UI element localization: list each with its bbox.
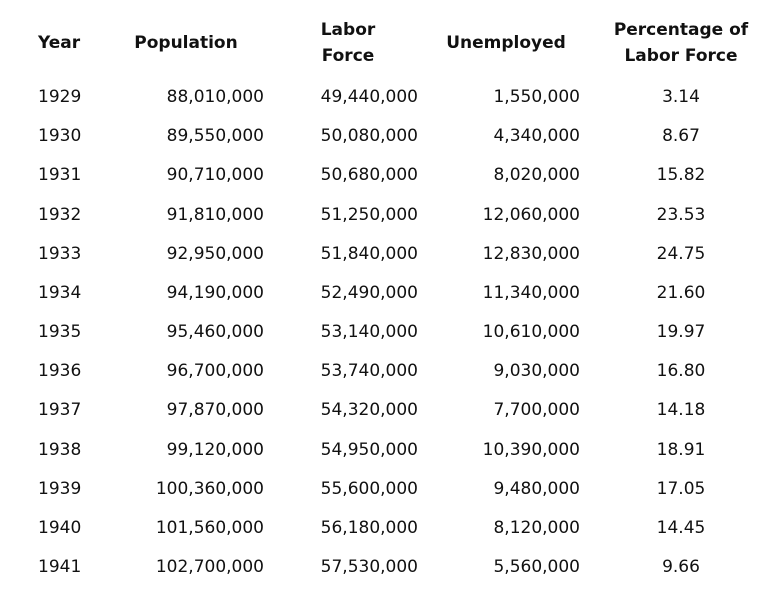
- cell-unemployed: 9,480,000: [493, 478, 580, 499]
- cell-population: 96,700,000: [166, 361, 264, 382]
- header-labor-force: [300, 17, 396, 69]
- cell-unemployed: 8,120,000: [493, 517, 580, 538]
- cell-population: 91,810,000: [166, 204, 264, 225]
- cell-unemployed: 4,340,000: [493, 126, 580, 147]
- header-population: [128, 30, 244, 56]
- header-percentage-line-2: Labor Force: [624, 46, 738, 66]
- cell-labor-force: 53,740,000: [320, 361, 418, 382]
- cell-population: 101,560,000: [155, 517, 264, 538]
- cell-year: 1941: [38, 557, 82, 578]
- cell-year: 1940: [38, 517, 82, 538]
- header-labor-force-line-2: Force: [321, 46, 375, 66]
- cell-population: 94,190,000: [166, 282, 264, 303]
- cell-year: 1938: [38, 439, 82, 460]
- cell-labor-force: 51,250,000: [320, 204, 418, 225]
- cell-population: 95,460,000: [166, 322, 264, 343]
- cell-percentage: 8.67: [662, 126, 700, 147]
- cell-unemployed: 7,700,000: [493, 400, 580, 421]
- cell-population: 99,120,000: [166, 439, 264, 460]
- cell-labor-force: 57,530,000: [320, 557, 418, 578]
- cell-unemployed: 9,030,000: [493, 361, 580, 382]
- cell-unemployed: 12,830,000: [482, 243, 580, 264]
- header-year: [38, 30, 98, 56]
- header-unemployed-line: Unemployed: [446, 33, 566, 53]
- cell-population: 88,010,000: [166, 87, 264, 107]
- cell-unemployed: 8,020,000: [493, 165, 580, 186]
- header-year-line: Year: [38, 33, 81, 53]
- cell-population: 90,710,000: [166, 165, 264, 186]
- header-unemployed: [436, 30, 576, 56]
- cell-unemployed: 5,560,000: [493, 557, 580, 578]
- cell-percentage: 23.53: [656, 204, 706, 225]
- cell-labor-force: 53,140,000: [320, 322, 418, 343]
- cell-year: 1935: [38, 322, 82, 343]
- cell-labor-force: 51,840,000: [320, 243, 418, 264]
- cell-unemployed: 10,610,000: [482, 322, 580, 343]
- cell-labor-force: 54,320,000: [320, 400, 418, 421]
- cell-unemployed: 1,550,000: [493, 87, 580, 107]
- cell-year: 1932: [38, 204, 82, 225]
- cell-percentage: 17.05: [656, 478, 706, 499]
- header-labor-force-line-1: Labor: [320, 20, 376, 40]
- cell-year: 1934: [38, 282, 82, 303]
- cell-labor-force: 50,680,000: [320, 165, 418, 186]
- cell-labor-force: 49,440,000: [320, 87, 418, 107]
- cell-unemployed: 11,340,000: [482, 282, 580, 303]
- cell-unemployed: 10,390,000: [482, 439, 580, 460]
- cell-percentage: 21.60: [656, 282, 706, 303]
- cell-percentage: 19.97: [656, 322, 706, 343]
- cell-year: 1939: [38, 478, 82, 499]
- cell-population: 100,360,000: [155, 478, 264, 499]
- cell-year: 1937: [38, 400, 82, 421]
- cell-percentage: 16.80: [656, 361, 706, 382]
- cell-percentage: 24.75: [656, 243, 706, 264]
- cell-labor-force: 55,600,000: [320, 478, 418, 499]
- cell-percentage: 15.82: [656, 165, 706, 186]
- cell-labor-force: 52,490,000: [320, 282, 418, 303]
- cell-year: 1931: [38, 165, 82, 186]
- cell-population: 92,950,000: [166, 243, 264, 264]
- cell-population: 89,550,000: [166, 126, 264, 147]
- cell-year: 1930: [38, 126, 82, 147]
- cell-percentage: 18.91: [656, 439, 706, 460]
- cell-population: 97,870,000: [166, 400, 264, 421]
- cell-year: 1933: [38, 243, 82, 264]
- cell-percentage: 3.14: [662, 87, 700, 107]
- cell-unemployed: 12,060,000: [482, 204, 580, 225]
- cell-labor-force: 50,080,000: [320, 126, 418, 147]
- cell-year: 1936: [38, 361, 82, 382]
- cell-population: 102,700,000: [155, 557, 264, 578]
- header-percentage-line-1: Percentage of: [613, 20, 749, 40]
- cell-percentage: 9.66: [662, 557, 700, 578]
- cell-labor-force: 56,180,000: [320, 517, 418, 538]
- header-percentage: [600, 17, 762, 69]
- cell-percentage: 14.18: [656, 400, 706, 421]
- cell-year: 1929: [38, 87, 82, 107]
- header-population-line: Population: [134, 33, 238, 53]
- cell-percentage: 14.45: [656, 517, 706, 538]
- cell-labor-force: 54,950,000: [320, 439, 418, 460]
